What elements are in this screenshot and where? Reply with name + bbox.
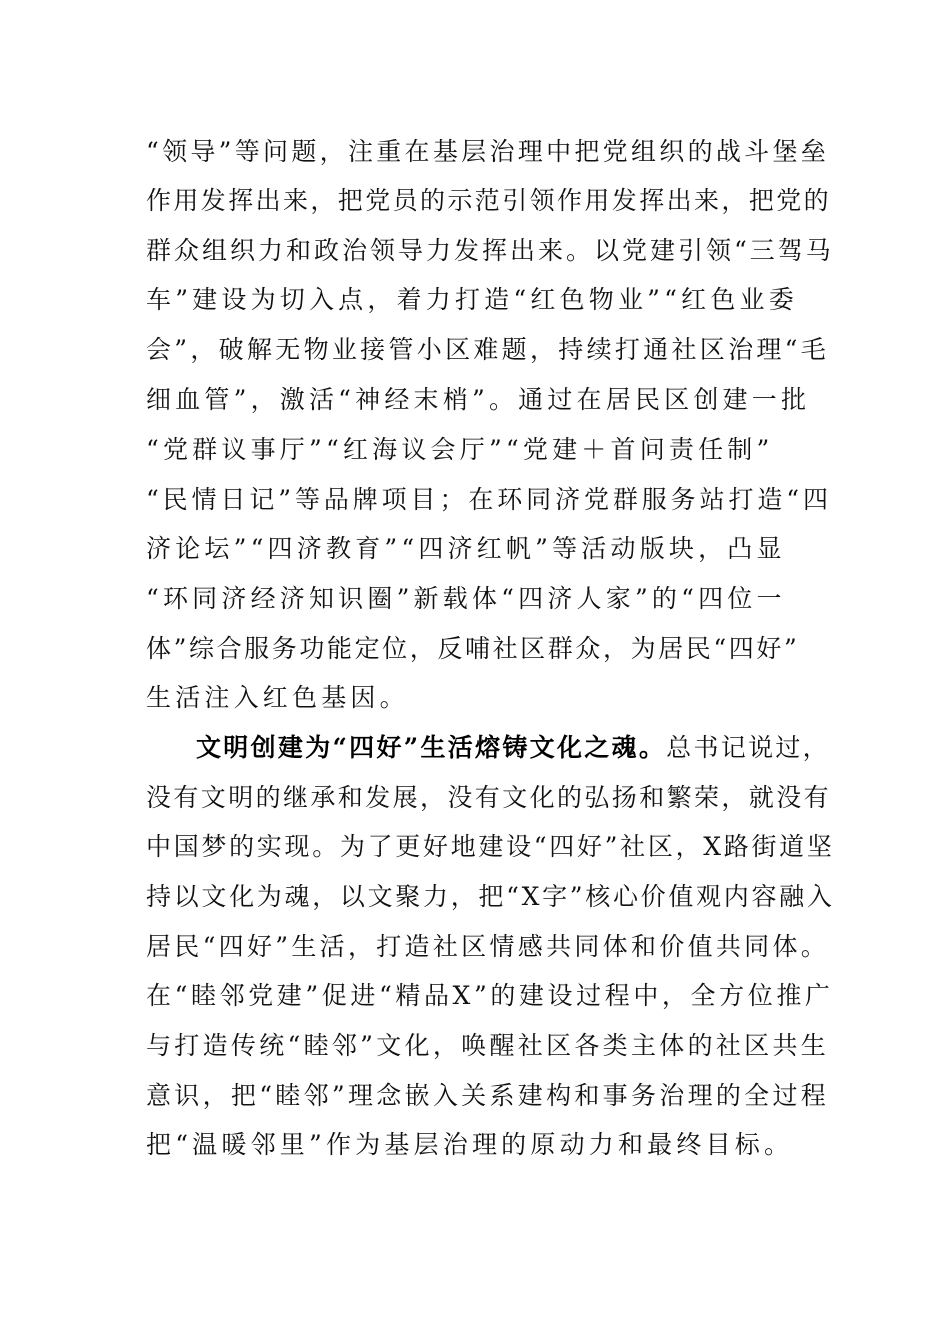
paragraph-2-line-7: 与打造传统“睦邻”文化，唤醒社区各类主体的社区共生 (146, 1031, 830, 1060)
paragraph-1-line-2: 作用发挥出来，把党员的示范引领作用发挥出来，把党的 (146, 186, 832, 215)
paragraph-2-line-6: 在“睦邻党建”促进“精品X”的建设过程中，全方位推广 (146, 981, 834, 1010)
paragraph-1-line-12: 生活注入红色基因。 (146, 683, 409, 712)
paragraph-1-line-4: 车”建设为切入点，着力打造“红色物业”“红色业委 (146, 285, 798, 314)
paragraph-1-line-6: 细血管”，激活“神经末梢”。通过在居民区创建一批 (146, 385, 811, 414)
paragraph-1-line-1: “领导”等问题，注重在基层治理中把党组织的战斗堡垒 (146, 137, 830, 166)
paragraph-2-line-5: 居民“四好”生活，打造社区情感共同体和价值共同体。 (146, 932, 830, 961)
paragraph-2-lead: 总书记说过， (666, 733, 830, 762)
paragraph-1-line-7: “党群议事厅”“红海议会厅”“党建＋首问责任制” (146, 435, 774, 464)
paragraph-2-line-1 (196, 728, 830, 768)
paragraph-1-line-9: 济论坛”“四济教育”“四济红帆”等活动版块，凸显 (146, 534, 786, 563)
paragraph-1-line-5: 会”，破解无物业接管小区难题，持续打通社区治理“毛 (146, 335, 830, 364)
paragraph-2-line-8: 意识，把“睦邻”理念嵌入关系建构和事务治理的全过程 (146, 1081, 830, 1110)
paragraph-1-line-8: “民情日记”等品牌项目；在环同济党群服务站打造“四 (146, 485, 832, 514)
paragraph-2-line-4: 持以文化为魂，以文聚力，把“X字”核心价值观内容融入 (146, 882, 835, 911)
paragraph-1-line-11: 体”综合服务功能定位，反哺社区群众，为居民“四好” (146, 634, 800, 663)
paragraph-1-line-10: “环同济经济知识圈”新载体“四济人家”的“四位一 (146, 584, 786, 613)
paragraph-2-line-9: 把“温暖邻里”作为基层治理的原动力和最终目标。 (146, 1130, 794, 1159)
paragraph-1-line-3: 群众组织力和政治领导力发挥出来。以党建引领“三驾马 (146, 236, 834, 265)
paragraph-2-line-2: 没有文明的继承和发展，没有文化的弘扬和繁荣，就没有 (146, 783, 832, 812)
paragraph-2-heading: 文明创建为“四好”生活熔铸文化之魂。 (196, 733, 667, 762)
paragraph-2-line-3: 中国梦的实现。为了更好地建设“四好”社区，X路街道坚 (146, 832, 835, 861)
